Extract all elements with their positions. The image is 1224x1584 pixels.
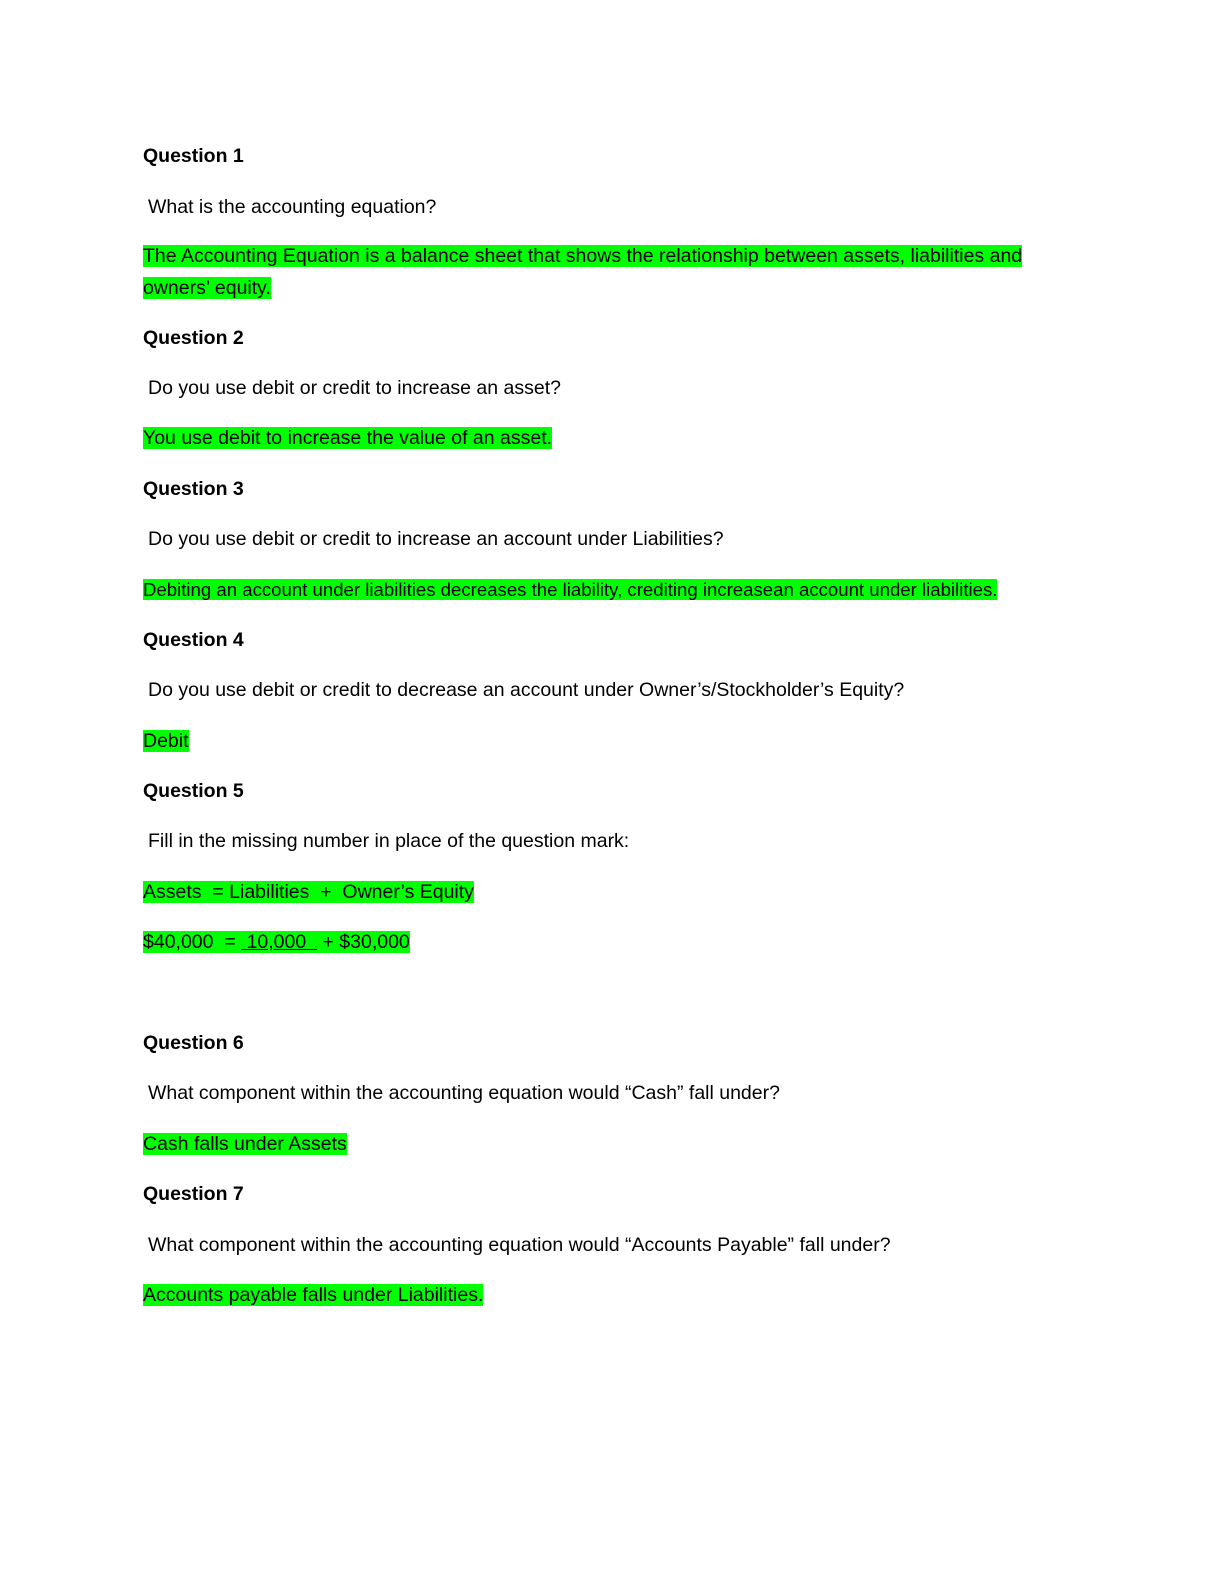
question-5-text: Fill in the missing number in place of the question mark: [148, 830, 630, 852]
equation-blank-value: 10,000 [246, 931, 307, 953]
question-7-label: Question 7 [143, 1183, 244, 1205]
answer-highlight: Debit [143, 730, 189, 752]
question-1-answer-line-1 [143, 243, 1022, 270]
answer-highlight: You use debit to increase the value of an asset. [143, 427, 553, 449]
question-5-label: Question 5 [143, 780, 244, 802]
question-1-label: Question 1 [143, 145, 244, 167]
question-4-answer [143, 728, 189, 755]
answer-highlight: owners’ equity. [143, 277, 271, 299]
answer-highlight: The Accounting Equation is a balance sheet that shows the relationship between assets, liabilities and [143, 245, 1023, 267]
equation-blank-post [306, 931, 317, 953]
question-2-answer [143, 425, 552, 452]
question-7-answer [143, 1282, 483, 1309]
answer-highlight: Debiting an account under liabilities decreases the liability, crediting increasean account under liabilities. [143, 579, 998, 600]
question-4-text: Do you use debit or credit to decrease an account under Owner’s/Stockholder’s Equity? [148, 679, 905, 701]
answer-highlight [143, 931, 410, 953]
question-6-text: What component within the accounting equation would “Cash” fall under? [148, 1082, 780, 1104]
answer-highlight: Assets = Liabilities + Owner’s Equity [143, 881, 474, 903]
answer-highlight: Accounts payable falls under Liabilities. [143, 1284, 484, 1306]
question-3-text: Do you use debit or credit to increase an account under Liabilities? [148, 528, 724, 550]
answer-highlight: Cash falls under Assets [143, 1133, 347, 1155]
question-1-text: What is the accounting equation? [148, 196, 437, 218]
question-3-label: Question 3 [143, 478, 244, 500]
question-7-text: What component within the accounting equation would “Accounts Payable” fall under? [148, 1234, 891, 1256]
question-2-label: Question 2 [143, 327, 244, 349]
equation-blank [241, 931, 317, 953]
question-1-answer-line-2 [143, 275, 271, 302]
equation-left: $40,000 = [143, 931, 242, 953]
question-5-answer-values [143, 929, 410, 956]
question-2-text: Do you use debit or credit to increase an asset? [148, 377, 561, 399]
equation-right: + $30,000 [317, 931, 410, 953]
question-6-label: Question 6 [143, 1032, 244, 1054]
question-5-answer-equation [143, 879, 474, 906]
question-3-answer [143, 576, 997, 604]
question-4-label: Question 4 [143, 629, 244, 651]
question-6-answer [143, 1131, 347, 1158]
